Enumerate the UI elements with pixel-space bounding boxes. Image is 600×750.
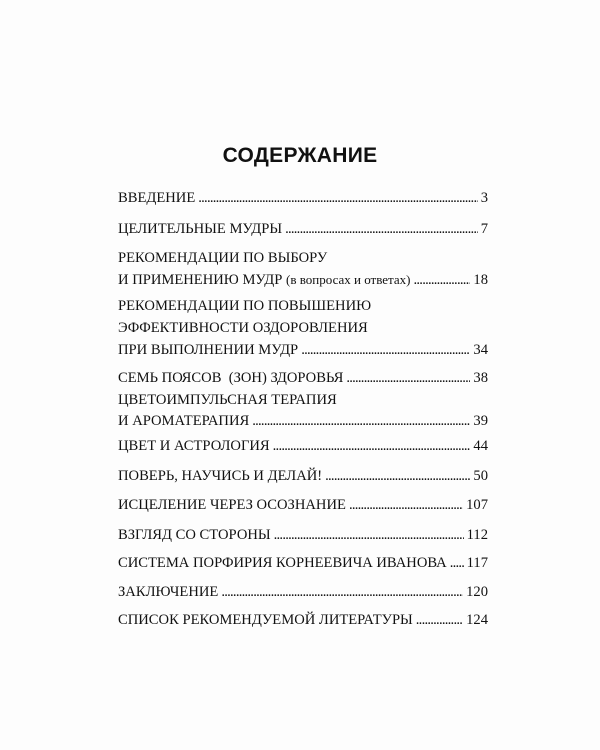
toc-entry <box>118 368 488 389</box>
entry-title: ПОВЕРЬ, НАУЧИСЬ И ДЕЛАЙ! <box>118 468 323 484</box>
entry-title: ЦЕЛИТЕЛЬНЫЕ МУДРЫ <box>118 221 283 237</box>
entry-title: И АРОМАТЕРАПИЯ <box>118 413 250 429</box>
toc-entry <box>118 219 488 240</box>
entry-title: РЕКОМЕНДАЦИИ ПО ПОВЫШЕНИЮ <box>118 298 372 314</box>
dot-leader <box>301 340 470 361</box>
entry-title: СЕМЬ ПОЯСОВ (ЗОН) ЗДОРОВЬЯ <box>118 370 344 386</box>
dot-leader <box>252 411 470 432</box>
page-number: 124 <box>466 612 488 628</box>
page-number: 38 <box>473 370 488 386</box>
toc-entry <box>118 390 488 432</box>
dot-leader <box>346 368 470 389</box>
page-title: СОДЕРЖАНИЕ <box>222 144 378 167</box>
page-number: 120 <box>466 584 488 600</box>
dot-leader <box>450 553 464 574</box>
dot-leader <box>285 219 478 240</box>
dot-leader <box>221 582 463 603</box>
entry-title: ЭФФЕКТИВНОСТИ ОЗДОРОВЛЕНИЯ <box>118 320 368 336</box>
toc-entry <box>118 248 488 290</box>
entry-title: ИСЦЕЛЕНИЕ ЧЕРЕЗ ОСОЗНАНИЕ <box>118 497 346 513</box>
toc-entry <box>118 466 488 487</box>
dot-leader <box>349 495 463 516</box>
entry-title: ВЗГЛЯД СО СТОРОНЫ <box>118 527 271 543</box>
entry-title: ЦВЕТ И АСТРОЛОГИЯ <box>118 438 270 454</box>
page-number: 112 <box>466 527 488 543</box>
page-number: 107 <box>466 497 488 513</box>
dot-leader <box>198 188 477 209</box>
entry-title: СПИСОК РЕКОМЕНДУЕМОЙ ЛИТЕРАТУРЫ <box>118 612 413 628</box>
toc-entry <box>118 188 488 209</box>
entry-title: ВВЕДЕНИЕ <box>118 190 196 206</box>
entry-title: ЗАКЛЮЧЕНИЕ <box>118 584 219 600</box>
dot-leader <box>325 466 470 487</box>
entry-title: ПРИ ВЫПОЛНЕНИИ МУДР <box>118 342 299 358</box>
page-number: 3 <box>480 190 488 206</box>
page-number: 117 <box>466 555 488 571</box>
toc-entry <box>118 525 488 546</box>
dot-leader <box>274 525 464 546</box>
entry-title: РЕКОМЕНДАЦИИ ПО ВЫБОРУ <box>118 250 328 266</box>
entry-title: И ПРИМЕНЕНИЮ МУДР <box>118 272 283 288</box>
page-number: 50 <box>473 468 488 484</box>
toc-entry <box>118 436 488 457</box>
dot-leader <box>416 610 463 631</box>
toc-entry <box>118 553 488 574</box>
toc-entry <box>118 610 488 631</box>
page-number: 44 <box>473 438 488 454</box>
dot-leader <box>414 270 471 291</box>
toc-entry <box>118 495 488 516</box>
toc-entry <box>118 582 488 603</box>
dot-leader <box>273 436 471 457</box>
entry-title: СИСТЕМА ПОРФИРИЯ КОРНЕЕВИЧА ИВАНОВА <box>118 555 447 571</box>
page-number: 7 <box>480 221 488 237</box>
toc-entry <box>118 296 488 361</box>
page-number: 18 <box>473 272 488 288</box>
entry-note: (в вопросах и ответах) <box>286 272 411 287</box>
page-number: 39 <box>473 413 488 429</box>
page-number: 34 <box>473 342 488 358</box>
entry-title: ЦВЕТОИМПУЛЬСНАЯ ТЕРАПИЯ <box>118 392 337 408</box>
